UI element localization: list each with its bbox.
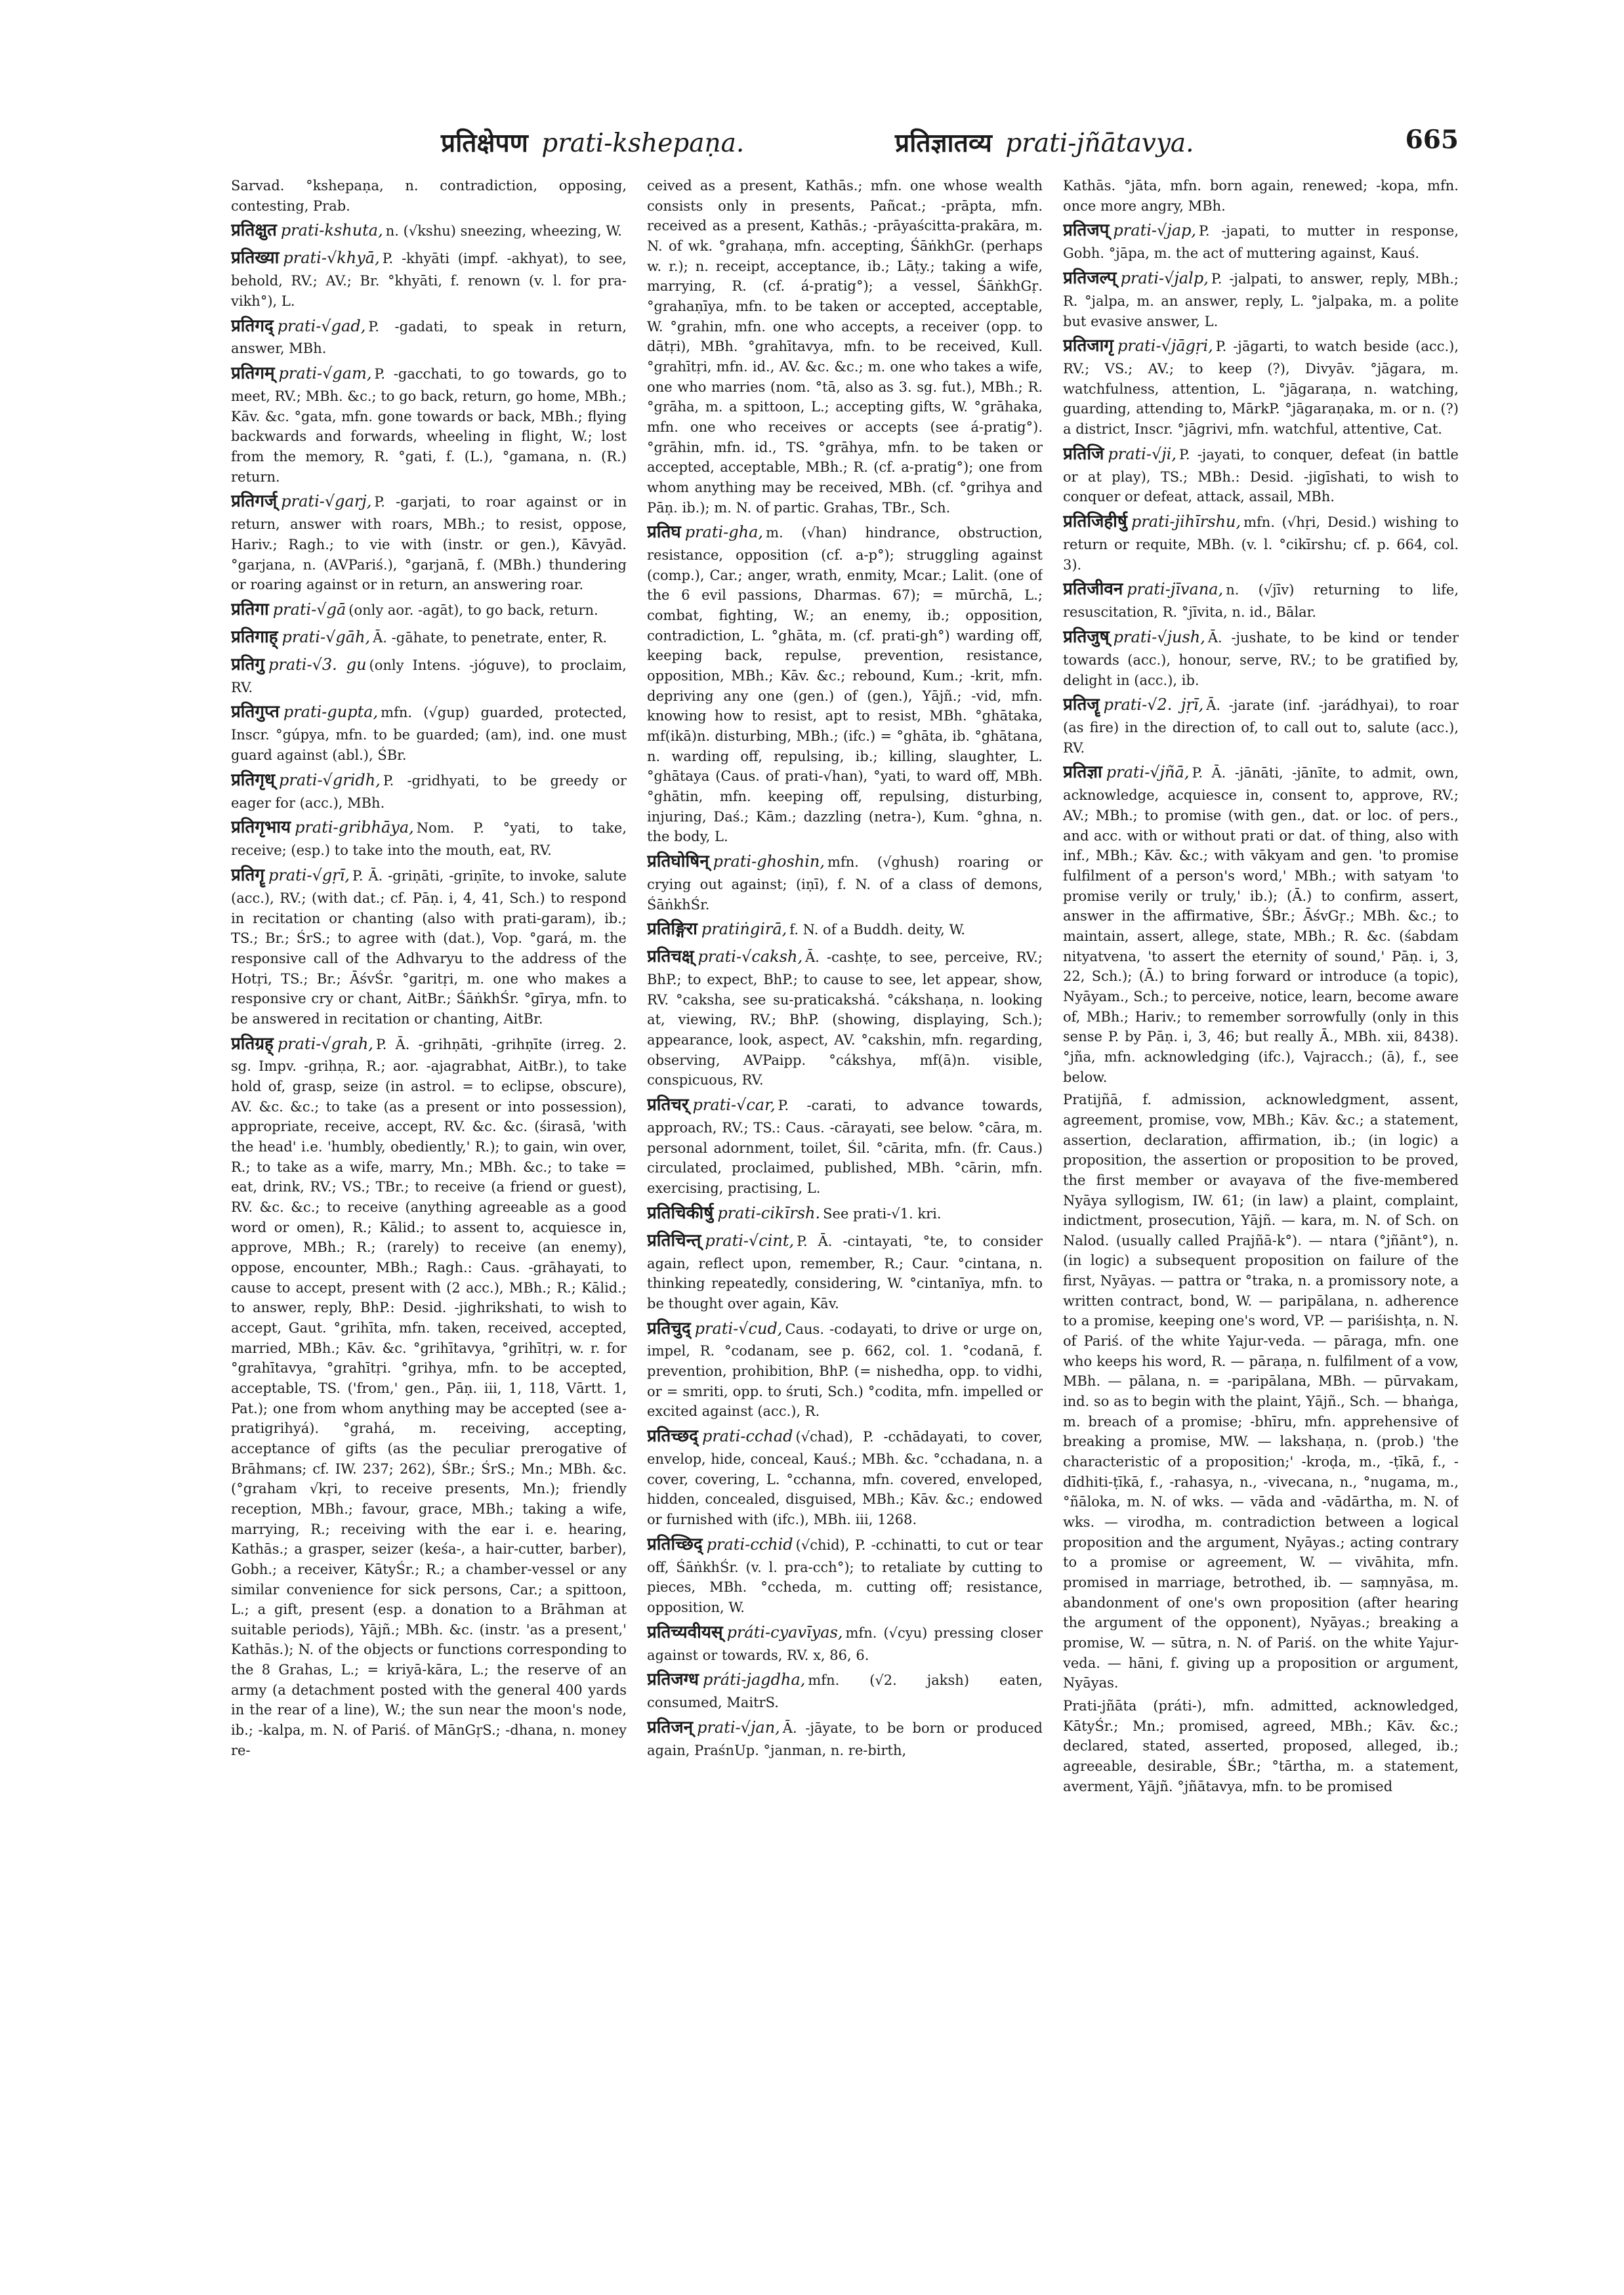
running-head-right-translit: prati-jñātavya. [1005,129,1194,158]
dictionary-entry [647,1201,1043,1226]
entry-transliteration: prati-cikīrsh. [717,1203,821,1222]
entry-definition: P. -jāgarti, to watch beside (acc.), RV.; VS.; AV.; to keep (?), Divyāv. °jāgara, m. watchfulness, attention, L. °jāgaraṇa, n. watching, guarding, attending to, MārkP. °jāgaraṇaka, m. or n. (?) a district, Inscr. °jāgrivi, mfn. watchful, attentive, Cat. [1063,339,1459,438]
dictionary-entry [231,625,627,650]
entry-headword: प्रतिच्छिद् [647,1534,703,1554]
entry-headword: प्रतिजिहीर्षु [1063,512,1127,532]
entry-transliteration: prati-√gad, [277,316,366,335]
entry-headword: प्रतिज्ञा [1063,762,1102,783]
entry-transliteration: prati-kshuta, [280,221,383,240]
entry-transliteration: prati-jīvana, [1127,580,1224,599]
dictionary-entry [647,1317,1043,1422]
entry-headword: प्रतिघोषिन् [647,851,709,871]
entry-definition: See prati-√1. kri. [823,1205,942,1222]
entry-definition: P. -carati, to advance towards, approach, RV.; TS.: Caus. -cārayati, see below. °cāra, m. personal adornment, toilet, Śil. °cārita, mfn. (fr. Caus.) circulated, proclaimed, published, MBh. °cārin, mfn. exercising, practising, L. [647,1098,1043,1196]
dictionary-entry [231,246,627,311]
entry-headword: प्रतिचर् [647,1095,689,1115]
entry-definition: P. Ā. -cintayati, °te, to consider again, reflect upon, remember, R.; Caur. °cintana, n. thinking repeatedly, considering, W. °cintanīya, mfn. to be thought over again, Kāv. [647,1233,1043,1312]
entry-definition: Ā. -jushate, to be kind or tender towards (acc.), honour, serve, RV.; to be gratified by, delight in (acc.), ib. [1063,629,1459,688]
entry-headword: प्रतिच्यवीयस् [647,1622,723,1642]
dictionary-entry [1063,510,1459,575]
entry-definition: n. (√jīv) returning to life, resuscitation, R. °jīvita, n. id., Bālar. [1063,582,1459,621]
page-number: 665 [1405,125,1459,155]
dictionary-entry [1063,176,1459,216]
entry-headword: प्रतिगॄ [231,865,264,885]
entry-definition: Ā. -jarate (inf. -jarádhyai), to roar (as fire) in the direction of, to call out to, salute (acc.), RV. [1063,697,1459,756]
entry-transliteration: prati-jihīrshu, [1131,512,1241,531]
dictionary-entry [231,700,627,765]
dictionary-entry [647,1668,1043,1713]
dictionary-entry [647,945,1043,1090]
dictionary-entry [647,1533,1043,1618]
entry-definition: Ā. -cashṭe, to see, perceive, RV.; BhP.; to expect, BhP.; to cause to see, let appear, show, RV. °caksha, see su-praticakshá. °cákshaṇa, n. looking at, viewing, RV.; BhP. (showing, displaying, Sch.); appearance, look, aspect, AV. °cakshin, mfn. regarding, observing, AVPaipp. °cákshya, mf(ā)n. visible, conspicuous, RV. [647,949,1043,1088]
entry-transliteration: prati-√ji, [1108,444,1176,463]
entry-transliteration: prati-√gṛī, [268,865,350,884]
entry-definition: P. -gadati, to speak in return, answer, MBh. [231,318,627,357]
entry-definition: Nom. P. °yati, to take, receive; (esp.) to take into the mouth, eat, RV. [231,820,627,859]
entry-definition: P. Ā. -grihṇāti, -grihṇīte (irreg. 2. sg. Impv. -grihṇa, R.; aor. -ajagrabhat, AitBr.), to take hold of, grasp, seize (in astrol. = to eclipse, obscure), AV. &c. &c.; to take (as a present or into possession), appropriate, receive, accept, RV. &c. &c. (śirasā, 'with the head' i.e. 'humbly, obediently,' R.); to gain, win over, R.; to take as a wife, marry, Mn.; MBh. &c.; to take = eat, drink, RV.; VS.; TBr.; to receive (a friend or guest), RV. &c. &c.; to receive (anything agreeable as a good word or omen), R.; Kālid.; to assent to, acquiesce in, approve, MBh.; R.; (rarely) to receive (an enemy), oppose, encounter, MBh.; Ragh.: Caus. -grāhayati, to cause to accept, present with (2 acc.), MBh.; R.; Kālid.; to answer, reply, BhP.: Desid. -jighrikshati, to wish to accept, Gaut. °grihīta, mfn. taken, received, accepted, married, MBh.; Kāv. &c. °grihītavya, °grihītṛi, w. r. for °grahītavya, °grahītṛi. °grihya, mfn. to be accepted, acceptable, TS. ('from,' gen., Pāṇ. iii, 1, 118, Vārtt. 1, Pat.); one from whom anything may be accepted (see a-pratigrihyá). °grahá, m. receiving, accepting, acceptance of gifts (as the peculiar prerogative of Brāhmans; cf. IW. 237; 262), ŚBr.; ŚrS.; Mn.; MBh. &c. (°graham √kṛi, to receive presents, Mn.); friendly reception, MBh.; favour, grace, MBh.; taking a wife, marrying, R.; receiving with the ear i. e. hearing, Kathās.; a grasper, seizer (keśa-, a hair-cutter, barber), Gobh.; a receiver, KātyŚr.; R.; a chamber-vessel or any similar convenience for sick persons, Car.; a spittoon, L.; a gift, present (esp. a donation to a Brāhman at suitable periods), Yājñ.; MBh. &c. (instr. 'as a present,' Kathās.); N. of the objects or functions corresponding to the 8 Grahas, L.; = kriyā-kāra, L.; the reserve of an army (a detachment posted with the general 400 yards in the rear of a line), W.; the sun near the moon's node, ib.; -kalpa, m. N. of Pariś. of MānGṛS.; -dhana, n. money re- [231,1036,627,1758]
entry-definition: Prati-jñāta (práti-), mfn. admitted, acknowledged, KātyŚr.; Mn.; promised, agreed, MBh.; Kāv. &c.; declared, stated, asserted, proposed, alleged, ib.; agreeable, desirable, ŚBr.; °tārtha, m. a statement, averment, Yājñ. °jñātavya, mfn. to be promised [1063,1697,1459,1794]
entry-definition: mfn. (√2. jaksh) eaten, consumed, MaitrS. [647,1672,1043,1711]
entry-transliteration: práti-cyavīyas, [726,1623,843,1642]
entry-headword: प्रतिचक्ष् [647,947,694,967]
entry-headword: प्रतिजागृ [1063,336,1114,356]
entry-transliteration: prati-√caksh, [697,947,803,966]
entry-transliteration: prati-√jñā, [1106,763,1190,782]
dictionary-entry [647,1621,1043,1666]
entry-definition: Pratijñā, f. admission, acknowledgment, assent, agreement, promise, vow, MBh.; Kāv. &c.; a statement, assertion, declaration, affirmation, ib.; (in logic) a proposition, the assertion or proposition to be proved, the first member or avayava of the five-membered Nyāya syllogism, IW. 61; (in law) a plaint, complaint, indictment, prosecution, Yājñ. — kara, m. N. of Sch. on Nalod. (usually called Prajñā-k°). — ntara (°jñānt°), n. (in logic) a subsequent proposition on failure of the first, Nyāyas. — pattra or °traka, n. a promissory note, a written contract, bond, W. — paripālana, n. adherence to a promise, keeping one's word, VP. — pariśishṭa, n. N. of Pariś. of the white Yajur-veda. — pāraga, mfn. one who keeps his word, R. — pāraṇa, n. fulfilment of a vow, MBh. — pālana, n. = -paripālana, MBh. — pūrvakam, ind. so as to begin with the plaint, Yājñ., Sch. — bhaṅga, m. breach of a promise; -bhīru, mfn. apprehensive of breaking a promise, MW. — lakshaṇa, n. (prob.) 'the characteristic of a proposition;' -kroḍa, m., -ṭīkā, f., -dīdhiti-ṭīkā, f., -rahasya, n., -vivecana, n., °nugama, m., °ñāloka, m. N. of wks. — vāda and -vādārtha, m. N. of wks. — virodha, m. contradiction between a logical proposition and the argument, Nyāyas.; acting contrary to a promise or agreement, W. — vivāhita, mfn. promised in marriage, betrothed, ib. — saṃnyāsa, m. abandonment of one's own proposition (after hearing the argument of the opponent), Nyāyas.; breaking a promise, W. — sūtra, n. N. of Pariś. on the white Yajur-veda. — hāni, f. giving up a proposition or argument, Nyāyas. [1063,1092,1459,1691]
running-head [244,112,1459,167]
entry-transliteration: pratiṅgirā, [701,920,787,939]
column-3 [1063,176,1459,2177]
entry-headword: प्रतिजल्प् [1063,268,1117,288]
entry-transliteration: prati-√gā [272,600,346,619]
entry-transliteration: prati-√jāgṛi, [1117,337,1213,356]
dictionary-entry [231,314,627,360]
entry-transliteration: prati-√jush, [1113,627,1205,646]
dictionary-entry [647,1093,1043,1199]
entry-transliteration: prati-√cint, [705,1231,795,1250]
dictionary-entry [1063,334,1459,440]
entry-headword: प्रतिगर्ज् [231,491,278,512]
dictionary-entry [647,520,1043,847]
entry-definition: m. (√han) hindrance, obstruction, resistance, opposition (cf. a-p°); struggling against (comp.), Car.; anger, wrath, enmity, Mcar.; Lalit. (one of the 6 evil passions, Dharmas. 67); = mūrchā, L.; combat, fighting, W.; an enemy, ib.; opposition, contradiction, L. °ghāta, m. (cf. prati-gh°) warding off, keeping back, repulse, prevention, resistance, opposition, MBh.; Kāv. &c.; rebound, Kum.; -krit, mfn. depriving any one (gen.) of (gen.), Yājñ.; -vid, mfn. knowing how to resist, apt to resist, MBh. °ghātaka, mf(ikā)n. disturbing, MBh.; (ifc.) = °ghāta, ib. °ghātana, n. warding off, repulsing, ib.; killing, slaughter, L. °ghātaya (Caus. of prati-√han), °yati, to ward off, MBh. °ghātin, mfn. keeping off, repulsing, disturbing, injuring, Daś.; Kām.; dazzling (netra-), Kum. °ghna, n. the body, L. [647,525,1043,845]
entry-headword: प्रतिगृभाय [231,817,291,838]
entry-transliteration: prati-√3. gu [268,655,367,674]
dictionary-entry [231,489,627,595]
entry-definition: (√chad), P. -cchādayati, to cover, envelop, hide, conceal, Kauś.; MBh. &c. °cchadana, n. a cover, covering, L. °cchanna, mfn. covered, enveloped, hidden, concealed, disguised, MBh.; Kāv. &c.; endowed or furnished with (ifc.), MBh. iii, 1268. [647,1429,1043,1528]
entry-headword: प्रतिग्रह् [231,1033,274,1054]
running-head-left-devanagari: प्रतिक्षेपण [441,129,528,158]
entry-headword: प्रतिचुद् [647,1318,691,1338]
entry-headword: प्रतिगम् [231,363,275,384]
entry-transliteration: prati-√2. jṛī, [1103,695,1204,714]
entry-transliteration: prati-gupta, [283,703,379,722]
entry-definition: (only Intens. -jóguve), to proclaim, RV. [231,657,627,695]
entry-headword: प्रतिजीवन [1063,579,1123,600]
entry-definition: P. -japati, to mutter in response, Gobh. °jāpa, m. the act of muttering against, Kauś. [1063,223,1459,262]
entry-definition: P. Ā. -griṇāti, -griṇīte, to invoke, salute (acc.), RV.; (with dat.; cf. Pāṇ. i, 4, 41, Sch.) to respond in recitation or chanting (also with prati-garam), ib.; TS.; Br.; ŚrS.; to agree with (dat.), Vop. °gará, m. the responsive call of the Adhvaryu to the address of the Hotṛi, TS.; Br.; ĀśvŚr. °garitṛi, m. one who makes a responsive cry or chant, AitBr.; ŚāṅkhŚr. °gīrya, mfn. to be answered in recitation or chanting, AitBr. [231,867,627,1027]
entry-headword: प्रतिजन् [647,1717,694,1737]
dictionary-entry [647,917,1043,942]
column-1 [231,176,627,2177]
entry-definition: mfn. (√cyu) pressing closer against or towards, RV. x, 86, 6. [647,1624,1043,1663]
entry-headword: प्रतिजि [1063,444,1104,464]
dictionary-entry [647,850,1043,915]
entry-definition: P. -jayati, to conquer, defeat (in battle or at play), TS.; MBh.: Desid. -jigīshati, to wish to conquer or defeat, attack, assail, MBh. [1063,446,1459,505]
entry-transliteration: prati-√gāh, [281,627,371,646]
running-head-right [895,125,1194,159]
entry-transliteration: prati-√garj, [281,492,372,511]
entry-transliteration: prati-√khyā, [283,249,380,268]
entry-definition: Kathās. °jāta, mfn. born again, renewed; -kopa, mfn. once more angry, MBh. [1063,178,1459,214]
entry-transliteration: prati-√jap, [1113,221,1197,240]
dictionary-entry [231,598,627,623]
entry-headword: प्रतिजॄ [1063,695,1100,715]
entry-definition: P. -khyāti (impf. -akhyat), to see, behold, RV.; AV.; Br. °khyāti, f. renown (v. l. for pra-vikh°), L. [231,251,627,309]
entry-transliteration: práti-jagdha, [702,1670,806,1689]
column-2 [647,176,1043,2177]
entry-transliteration: prati-√gridh, [278,770,381,789]
entry-transliteration: prati-√car, [692,1096,776,1115]
entry-definition: mfn. (√gup) guarded, protected, Inscr. °gúpya, mfn. to be guarded; (am), ind. one must guard against (abl.), ŚBr. [231,705,627,764]
running-head-right-devanagari: प्रतिज्ञातव्य [895,129,992,158]
dictionary-entry [1063,266,1459,331]
entry-definition: P. -garjati, to roar against or in return, answer with roars, MBh.; to resist, oppose, Hariv.; Ragh.; to vie with (instr. or gen.), Kāvyād. °garjana, n. (AVPariś.), °garjanā, f. (MBh.) thundering or roaring against or in return, an answering roar. [231,494,627,593]
dictionary-entry [1063,442,1459,507]
dictionary-entry [647,1424,1043,1530]
entry-headword: प्रतिचिन्त् [647,1230,701,1251]
entry-headword: प्रतिक्षुत [231,220,277,241]
entry-definition: (√chid), P. -cchinatti, to cut or tear off, ŚāṅkhŚr. (v. l. pra-cch°); to retaliate by cutting to pieces, MBh. °ccheda, m. cutting off; resistance, opposition, W. [647,1537,1043,1615]
entry-headword: प्रतिजग्ध [647,1670,699,1690]
dictionary-entry [231,816,627,861]
dictionary-entry [1063,218,1459,264]
entry-headword: प्रतिगु [231,654,264,674]
dictionary-entry [231,362,627,487]
entry-headword: प्रतिच्छद् [647,1426,698,1447]
dictionary-entry [231,863,627,1029]
entry-transliteration: prati-√jan, [697,1718,780,1737]
dictionary-entry [1063,1696,1459,1796]
dictionary-entry [647,1229,1043,1314]
entry-headword: प्रतिघ [647,522,681,543]
dictionary-entry [647,176,1043,518]
entry-headword: प्रतिजप् [1063,220,1110,241]
entry-transliteration: prati-gribhāya, [295,818,414,837]
running-head-left [441,125,744,159]
entry-transliteration: prati-√jalp, [1120,268,1209,287]
entry-headword: प्रतिगद् [231,316,274,336]
entry-transliteration: prati-√gam, [278,364,372,383]
entry-transliteration: prati-√cud, [694,1319,783,1338]
entry-headword: प्रतिजुष् [1063,627,1110,647]
entry-definition: Ā. -gāhate, to penetrate, enter, R. [373,629,608,646]
dictionary-entry [231,176,627,216]
entry-definition: Ā. -jāyate, to be born or produced again, PraśnUp. °janman, n. re-birth, [647,1720,1043,1758]
dictionary-entry [1063,625,1459,690]
dictionary-entry [1063,1090,1459,1693]
entry-transliteration: prati-cchid [706,1535,793,1554]
dictionary-entry [231,653,627,698]
entry-headword: प्रतिगा [231,599,269,619]
entry-headword: प्रतिङ्गिरा [647,919,697,940]
entry-headword: प्रतिगृध् [231,770,275,790]
entry-headword: प्रतिख्या [231,248,280,268]
dictionary-entry [231,218,627,243]
entry-headword: प्रतिगुप्त [231,702,280,722]
entry-definition: P. -gridhyati, to be greedy or eager for (acc.), MBh. [231,772,627,811]
entry-definition: P. Ā. -jānāti, -jānīte, to admit, own, acknowledge, acquiesce in, consent to, approve, RV.; AV.; MBh.; to promise (with gen., dat. or loc. of pers., and acc. with or without prati or dat. of thing, also with inf., MBh.; Kāv. &c.; with vākyam and gen. 'to promise fulfilment of a person's word,' MBh.; with satyam 'to promise verily or truly,' ib.); (Ā.) to confirm, assert, answer in the affirmative, ŚBr.; ĀśvGṛ.; MBh. &c.; to maintain, assert, allege, state, MBh.; R. &c. (śabdam nityatvena, 'to assert the eternity of sound,' Pāṇ. i, 3, 22, Sch.); (Ā.) to bring forward or introduce (a topic), Nyāyam., Sch.; to perceive, notice, learn, become aware of, MBh.; Hariv.; to remember sorrowfully (only in this sense P. by Pāṇ. i, 3, 46; but really Ā., MBh. xii, 8438). °jña, mfn. acknowledging (ifc.), Vajracch.; (ā), f., see below. [1063,765,1459,1085]
entry-definition: P. -gacchati, to go towards, go to meet, RV.; MBh. &c.; to go back, return, go home, MBh.; Kāv. &c. °gata, mfn. gone towards or back, MBh.; flying backwards and forwards, wheeling in flight, W.; lost from the memory, R. °gati, f. (L.), °gamana, n. (R.) return. [231,366,627,485]
entry-definition: ceived as a present, Kathās.; mfn. one whose wealth consists only in presents, Pañcat.; -prāpta, mfn. received as a present, Kathās.; -prāyaścitta-prakāra, m. N. of wk. °grahaṇa, mfn. accepting, ŚāṅkhGr. (perhaps w. r.); n. receipt, acceptance, ib.; Lāṭy.; taking a wife, marrying, R. (cf. á-pratig°); a vessel, ŚāṅkhGṛ. °grahaṇīya, mfn. to be taken or accepted, acceptable, W. °grahin, mfn. one who accepts, a receiver (opp. to dātṛi), MBh. °grahītavya, mfn. to be received, Kull. °grahītṛi, mfn. id., AV. &c. &c.; m. one who takes a wife, one who marries (nom. °tā, also as 3. sg. fut.), MBh.; R. °grāha, m. a spittoon, L.; accepting gifts, W. °grāhaka, mfn. one who receives or accepts (see á-pratig°). °grāhin, mfn. id., TS. °grāhya, mfn. to be taken or accepted, acceptable, MBh.; R. (cf. a-pratig°); one from whom anything may be received, MBh. (cf. °grihya and Pāṇ. ib.); m. N. of partic. Grahas, TBr., Sch. [647,178,1043,516]
dictionary-entry [647,1716,1043,1761]
entry-definition: n. (√kshu) sneezing, wheezing, W. [385,223,622,239]
dictionary-entry [1063,693,1459,758]
entry-transliteration: prati-gha, [684,523,764,542]
entry-headword: प्रतिचिकीर्षु [647,1203,714,1223]
entry-definition: mfn. (√hṛi, Desid.) wishing to return or requite, MBh. (v. l. °cikīrshu; cf. p. 664, col. 3). [1063,514,1459,573]
entry-definition: Caus. -codayati, to drive or urge on, impel, R. °codanam, see p. 662, col. 1. °codanā, f. prevention, prohibition, BhP. (= nishedha, opp. to vidhi, or = smriti, opp. to śruti, Sch.) °codita, mfn. impelled or excited against (acc.), R. [647,1321,1043,1420]
dictionary-entry [1063,760,1459,1087]
entry-definition: f. N. of a Buddh. deity, W. [789,922,966,938]
entry-definition: (only aor. -agāt), to go back, return. [348,602,598,618]
text-columns [231,176,1459,2183]
dictionary-entry [231,1032,627,1761]
entry-transliteration: prati-ghoshin, [713,852,825,871]
running-head-left-translit: prati-kshepaṇa. [541,129,745,158]
entry-headword: प्रतिगाह् [231,627,278,647]
entry-definition: mfn. (√ghush) roaring or crying out against; (iṇī), f. N. of a class of demons, ŚāṅkhŚr. [647,854,1043,913]
entry-definition: Sarvad. °kshepaṇa, n. contradiction, opposing, contesting, Prab. [231,178,627,214]
entry-transliteration: prati-√grah, [277,1034,373,1053]
dictionary-entry [231,768,627,814]
dictionary-entry [1063,577,1459,623]
entry-transliteration: prati-cchad [701,1427,793,1446]
entry-definition: P. -jalpati, to answer, reply, MBh.; R. °jalpa, m. an answer, reply, L. °jalpaka, m. a polite but evasive answer, L. [1063,270,1459,329]
